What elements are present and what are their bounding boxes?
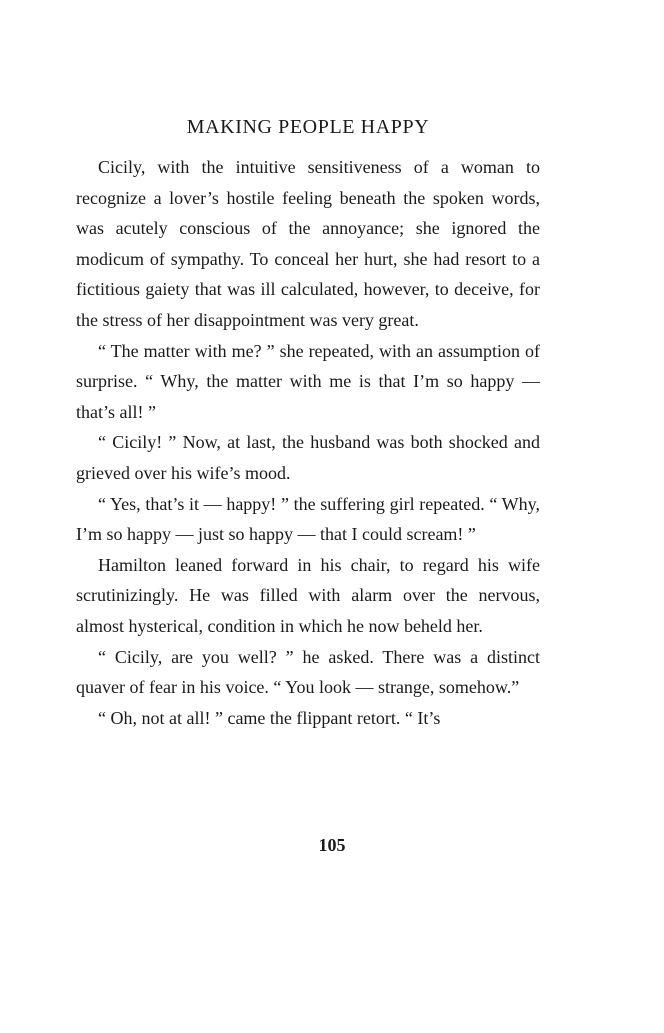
running-head: MAKING PEOPLE HAPPY: [186, 116, 430, 138]
page-number: 105: [318, 835, 346, 855]
paragraph: Hamilton leaned forward in his chair, to regard his wife scrutinizingly. He was filled with alarm over the nervous, almost hysterical, condition in which he now beheld her.: [76, 554, 540, 636]
paragraph: “ Oh, not at all! ” came the flippant retort. “ It’s: [98, 707, 441, 728]
body-text: [76, 152, 540, 733]
paragraph: “ Cicily, are you well? ” he asked. There was a distinct quaver of fear in his voice. “ You look — strange, somehow.”: [76, 646, 540, 698]
paragraph: Cicily, with the intuitive sensitiveness of a woman to recognize a lover’s hostile feeling beneath the spoken words, was acutely conscious of the annoyance; she ignored the modicum of sympathy. To conceal her hurt, she had resort to a fictitious gaiety that was ill calculated, however, to deceive, for the stress of her disappointment was very great.: [76, 157, 540, 330]
book-page: [76, 112, 540, 733]
paragraph: “ Yes, that’s it — happy! ” the suffering girl repeated. “ Why, I’m so happy — just so happy — that I could scream! ”: [76, 493, 540, 545]
paragraph: “ Cicily! ” Now, at last, the husband was both shocked and grieved over his wife’s mood.: [76, 432, 540, 483]
paragraph: “ The matter with me? ” she repeated, with an assumption of surprise. “ Why, the matter with me is that I’m so happy — that’s all! ”: [76, 340, 540, 422]
